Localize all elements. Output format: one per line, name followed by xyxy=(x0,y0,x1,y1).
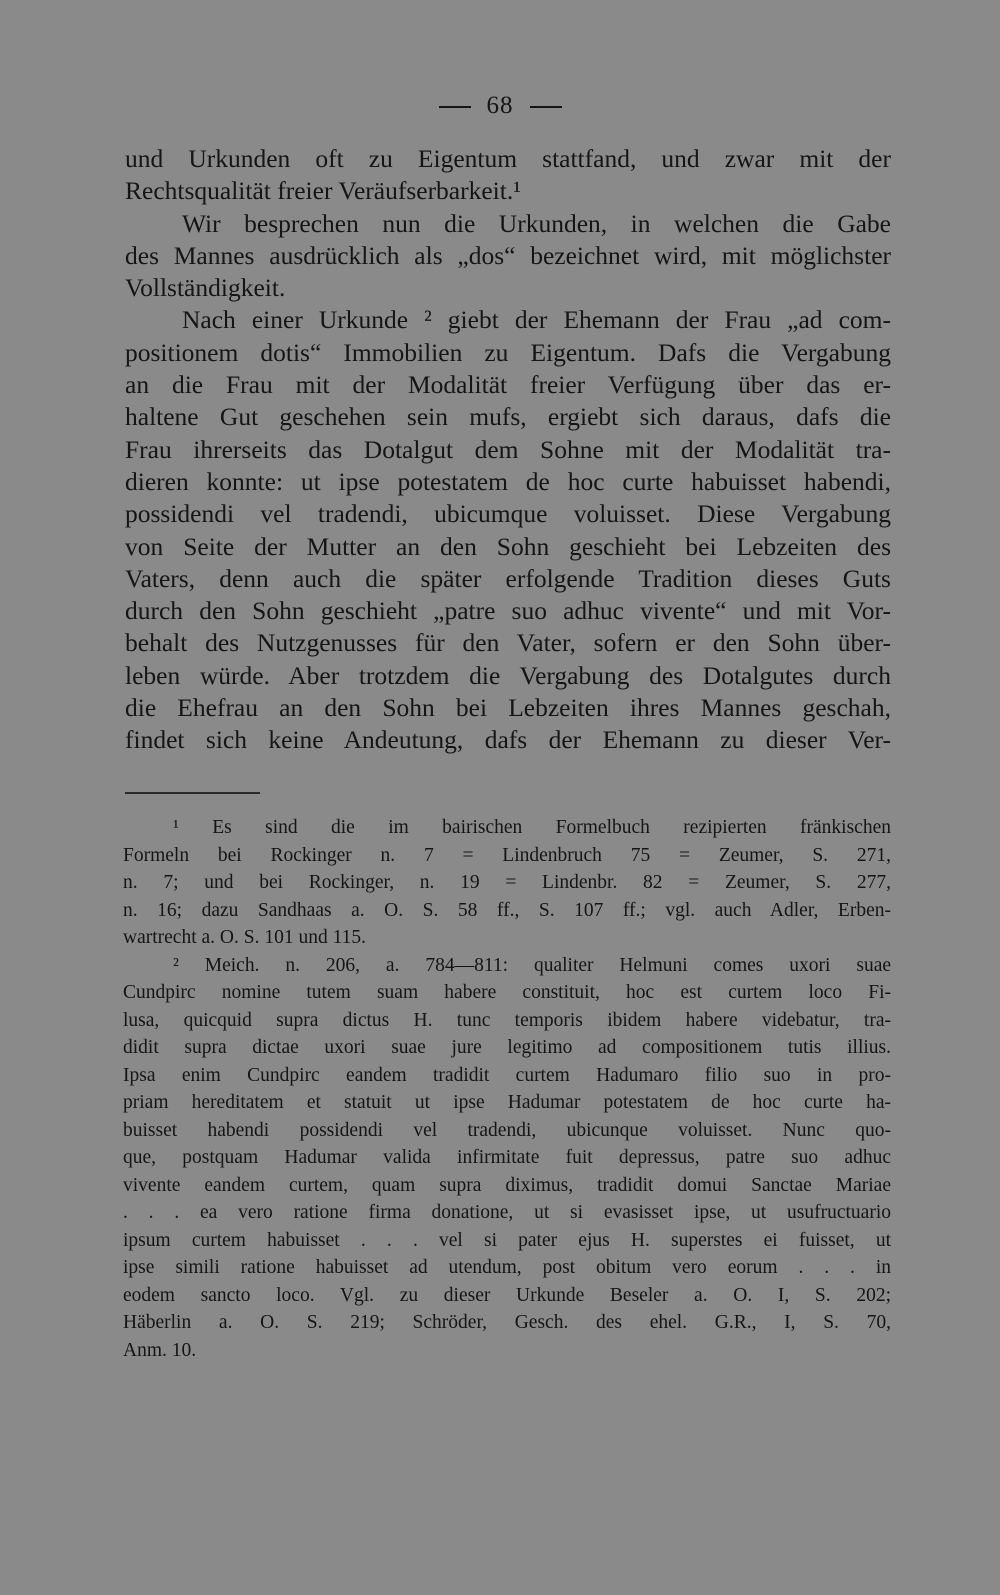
footnote-line: Ipsa enim Cundpirc eandem tradidit curtem Hadumaro filio suo in pro- xyxy=(123,1064,891,1086)
text-line: die Ehefrau an den Sohn bei Lebzeiten ihres Mannes geschah, xyxy=(125,693,891,723)
footnote-line: Häberlin a. O. S. 219; Schröder, Gesch. des ehel. G.R., I, S. 70, xyxy=(123,1312,891,1333)
text-line: des Mannes ausdrücklich als „dos“ bezeichnet wird, mit möglichster xyxy=(125,240,891,270)
footnote-line: . . . ea vero ratione firma donatione, ut si evasisset ipse, ut usufructuario xyxy=(123,1202,891,1223)
text-line: Vollständigkeit. xyxy=(125,273,286,303)
footnote-line: ¹ Es sind die im bairischen Formelbuch rezipierten fränkischen xyxy=(173,817,891,838)
text-line: Wir besprechen nun die Urkunden, in welchen die Gabe xyxy=(182,208,891,238)
footnote-line: n. 7; und bei Rockinger, n. 19 = Lindenbr. 82 = Zeumer, S. 277, xyxy=(123,872,891,893)
footnote-line: ² Meich. n. 206, a. 784—811: qualiter Helmuni comes uxori suae xyxy=(173,954,891,976)
text-line: dieren konnte: ut ipse potestatem de hoc curte habuisset habendi, xyxy=(125,466,891,496)
text-line: findet sich keine Andeutung, dafs der Ehemann zu dieser Ver- xyxy=(125,725,891,755)
text-line: behalt des Nutzgenusses für den Vater, sofern er den Sohn über- xyxy=(125,628,891,658)
text-line: an die Frau mit der Modalität freier Verfügung über das er- xyxy=(125,370,891,400)
footnotes-block xyxy=(123,814,891,1364)
footnote-line: eodem sancto loco. Vgl. zu dieser Urkunde Beseler a. O. I, S. 202; xyxy=(123,1284,891,1306)
text-line: leben würde. Aber trotzdem die Vergabung des Dotalgutes durch xyxy=(125,660,891,690)
footnote-line: Cundpirc nomine tutem suam habere constituit, hoc est curtem loco Fi- xyxy=(123,982,891,1003)
text-line: positionem dotis“ Immobilien zu Eigentum. Dafs die Vergabung xyxy=(125,337,891,367)
text-line: possidendi vel tradendi, ubicumque voluisset. Diese Vergabung xyxy=(125,499,891,529)
footnote-line: lusa, quicquid supra dictus H. tunc temporis ibidem habere videbatur, tra- xyxy=(123,1009,891,1031)
footnote-line: ipse simili ratione habuisset ad utendum, post obitum vero eorum . . . in xyxy=(123,1257,891,1278)
footnote-line: Anm. 10. xyxy=(123,1339,197,1361)
footnote-line: Formeln bei Rockinger n. 7 = Lindenbruch 75 = Zeumer, S. 271, xyxy=(123,844,891,866)
left-dash xyxy=(439,106,471,108)
footnote-line: wartrecht a. O. S. 101 und 115. xyxy=(123,927,366,948)
footnote-line: que, postquam Hadumar valida infirmitate fuit depressus, patre suo adhuc xyxy=(123,1147,891,1168)
page-number-header xyxy=(0,92,1000,120)
text-line: Vaters, denn auch die später erfolgende Tradition dieses Guts xyxy=(125,563,891,593)
page-number: 68 xyxy=(486,92,514,119)
text-line: durch den Sohn geschieht „patre suo adhuc vivente“ und mit Vor- xyxy=(125,596,891,626)
footnote-divider xyxy=(125,792,260,794)
footnote-line: buisset habendi possidendi vel tradendi, ubicunque voluisset. Nunc quo- xyxy=(123,1119,891,1141)
right-dash xyxy=(530,106,562,108)
footnote-line: vivente eandem curtem, quam supra diximus, tradidit domui Sanctae Mariae xyxy=(123,1174,891,1196)
text-line: von Seite der Mutter an den Sohn geschieht bei Lebzeiten des xyxy=(125,531,891,561)
footnote-line: ipsum curtem habuisset . . . vel si pater ejus H. superstes ei fuisset, ut xyxy=(123,1229,891,1251)
text-line: Frau ihrerseits das Dotalgut dem Sohne mit der Modalität tra- xyxy=(125,434,891,464)
text-line: Rechtsqualität freier Veräufserbarkeit.¹ xyxy=(125,176,521,206)
text-line: haltene Gut geschehen sein mufs, ergiebt sich daraus, dafs die xyxy=(125,402,891,432)
text-line: Nach einer Urkunde ² giebt der Ehemann der Frau „ad com- xyxy=(182,305,891,335)
footnote-line: priam hereditatem et statuit ut ipse Hadumar potestatem de hoc curte ha- xyxy=(123,1092,891,1113)
footnote-line: n. 16; dazu Sandhaas a. O. S. 58 ff., S. 107 ff.; vgl. auch Adler, Erben- xyxy=(123,899,891,921)
text-line: und Urkunden oft zu Eigentum stattfand, und zwar mit der xyxy=(125,144,891,173)
main-text-block xyxy=(125,143,891,757)
footnote-line: didit supra dictae uxori suae jure legitimo ad compositionem tutis illius. xyxy=(123,1037,891,1058)
